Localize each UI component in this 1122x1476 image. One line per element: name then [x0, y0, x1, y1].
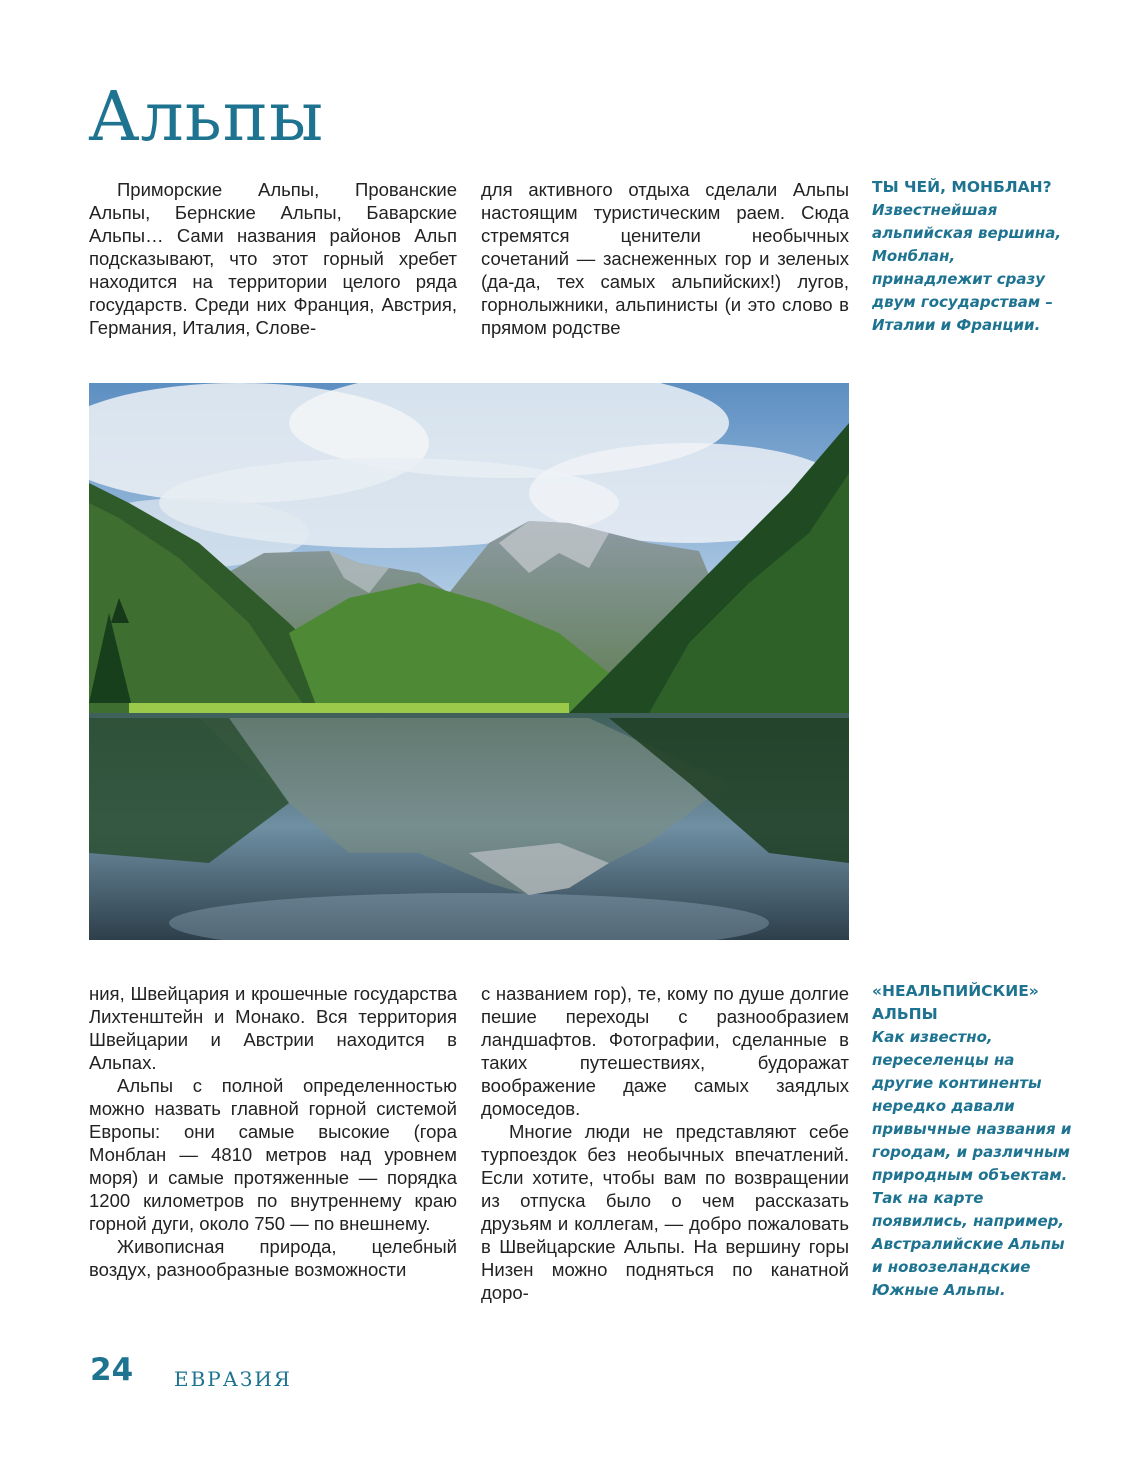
- article-title: Альпы: [88, 78, 325, 157]
- bottom-column-1: [89, 982, 457, 1281]
- alpine-lake-photo: [89, 383, 849, 940]
- sidebar-heading: ТЫ ЧЕЙ, МОНБЛАН?: [872, 178, 1052, 196]
- paragraph: с названием гор), те, кому по душе долгие пешие переходы с разнообразием ландшафтов. Фотографии, сделанные в таких путешествиях, будоражат воображение даже самых заядлых домоседов.: [481, 983, 849, 1119]
- sidebar-heading: «НЕАЛЬПИЙСКИЕ» АЛЬПЫ: [872, 982, 1039, 1023]
- bottom-column-2: [481, 982, 849, 1304]
- sidebar-non-alpine: [872, 980, 1072, 1302]
- paragraph: Альпы с полной определенностью можно назвать главной горной системой Европы: они самые высокие (гора Монблан — 4810 метров над уровнем моря) и самые протяженные — порядка 1200 километров по внутреннему краю горной дуги, около 750 — по внешнему.: [89, 1075, 457, 1234]
- lake-illustration: [89, 383, 849, 940]
- sidebar-text: Известнейшая альпийская вершина, Монблан, принадлежит сразу двум государствам – Италии и Франции.: [872, 201, 1062, 334]
- top-column-2: [481, 178, 849, 339]
- sidebar-text: Как известно, переселенцы на другие континенты нередко давали привычные названия и городам, и различным природным объектам. Так на карте появились, например, Австралийские Альпы и новозеландские Южные Альпы.: [872, 1028, 1072, 1299]
- paragraph: ния, Швейцария и крошечные государства Лихтенштейн и Монако. Вся территория Швейцарии и Австрии находится в Альпах.: [89, 983, 457, 1073]
- paragraph: Приморские Альпы, Прованские Альпы, Бернские Альпы, Баварские Альпы… Сами названия районов Альп подсказывают, что этот горный хребет находится на территории целого ряда государств. Среди них Франция, Австрия, Германия, Италия, Слове-: [89, 179, 457, 338]
- magazine-name: ЕВРАЗИЯ: [174, 1367, 292, 1391]
- sidebar-montblanc: [872, 176, 1072, 337]
- paragraph: для активного отдыха сделали Альпы настоящим туристическим раем. Сюда стремятся ценители необычных сочетаний — заснеженных гор и зеленых (да-да, тех самых альпийских!) лугов, горнолыжники, альпинисты (и это слово в прямом родстве: [481, 179, 849, 338]
- paragraph: Многие люди не представляют себе турпоездок без необычных впечатлений. Если хотите, чтобы вам по возвращении из отпуска было о чем рассказать друзьям и коллегам, — добро пожаловать в Швейцарские Альпы. На вершину горы Низен можно подняться по канатной доро-: [481, 1121, 849, 1303]
- page-number: 24: [90, 1352, 134, 1388]
- top-column-1: [89, 178, 457, 339]
- paragraph: Живописная природа, целебный воздух, разнообразные возможности: [89, 1236, 457, 1280]
